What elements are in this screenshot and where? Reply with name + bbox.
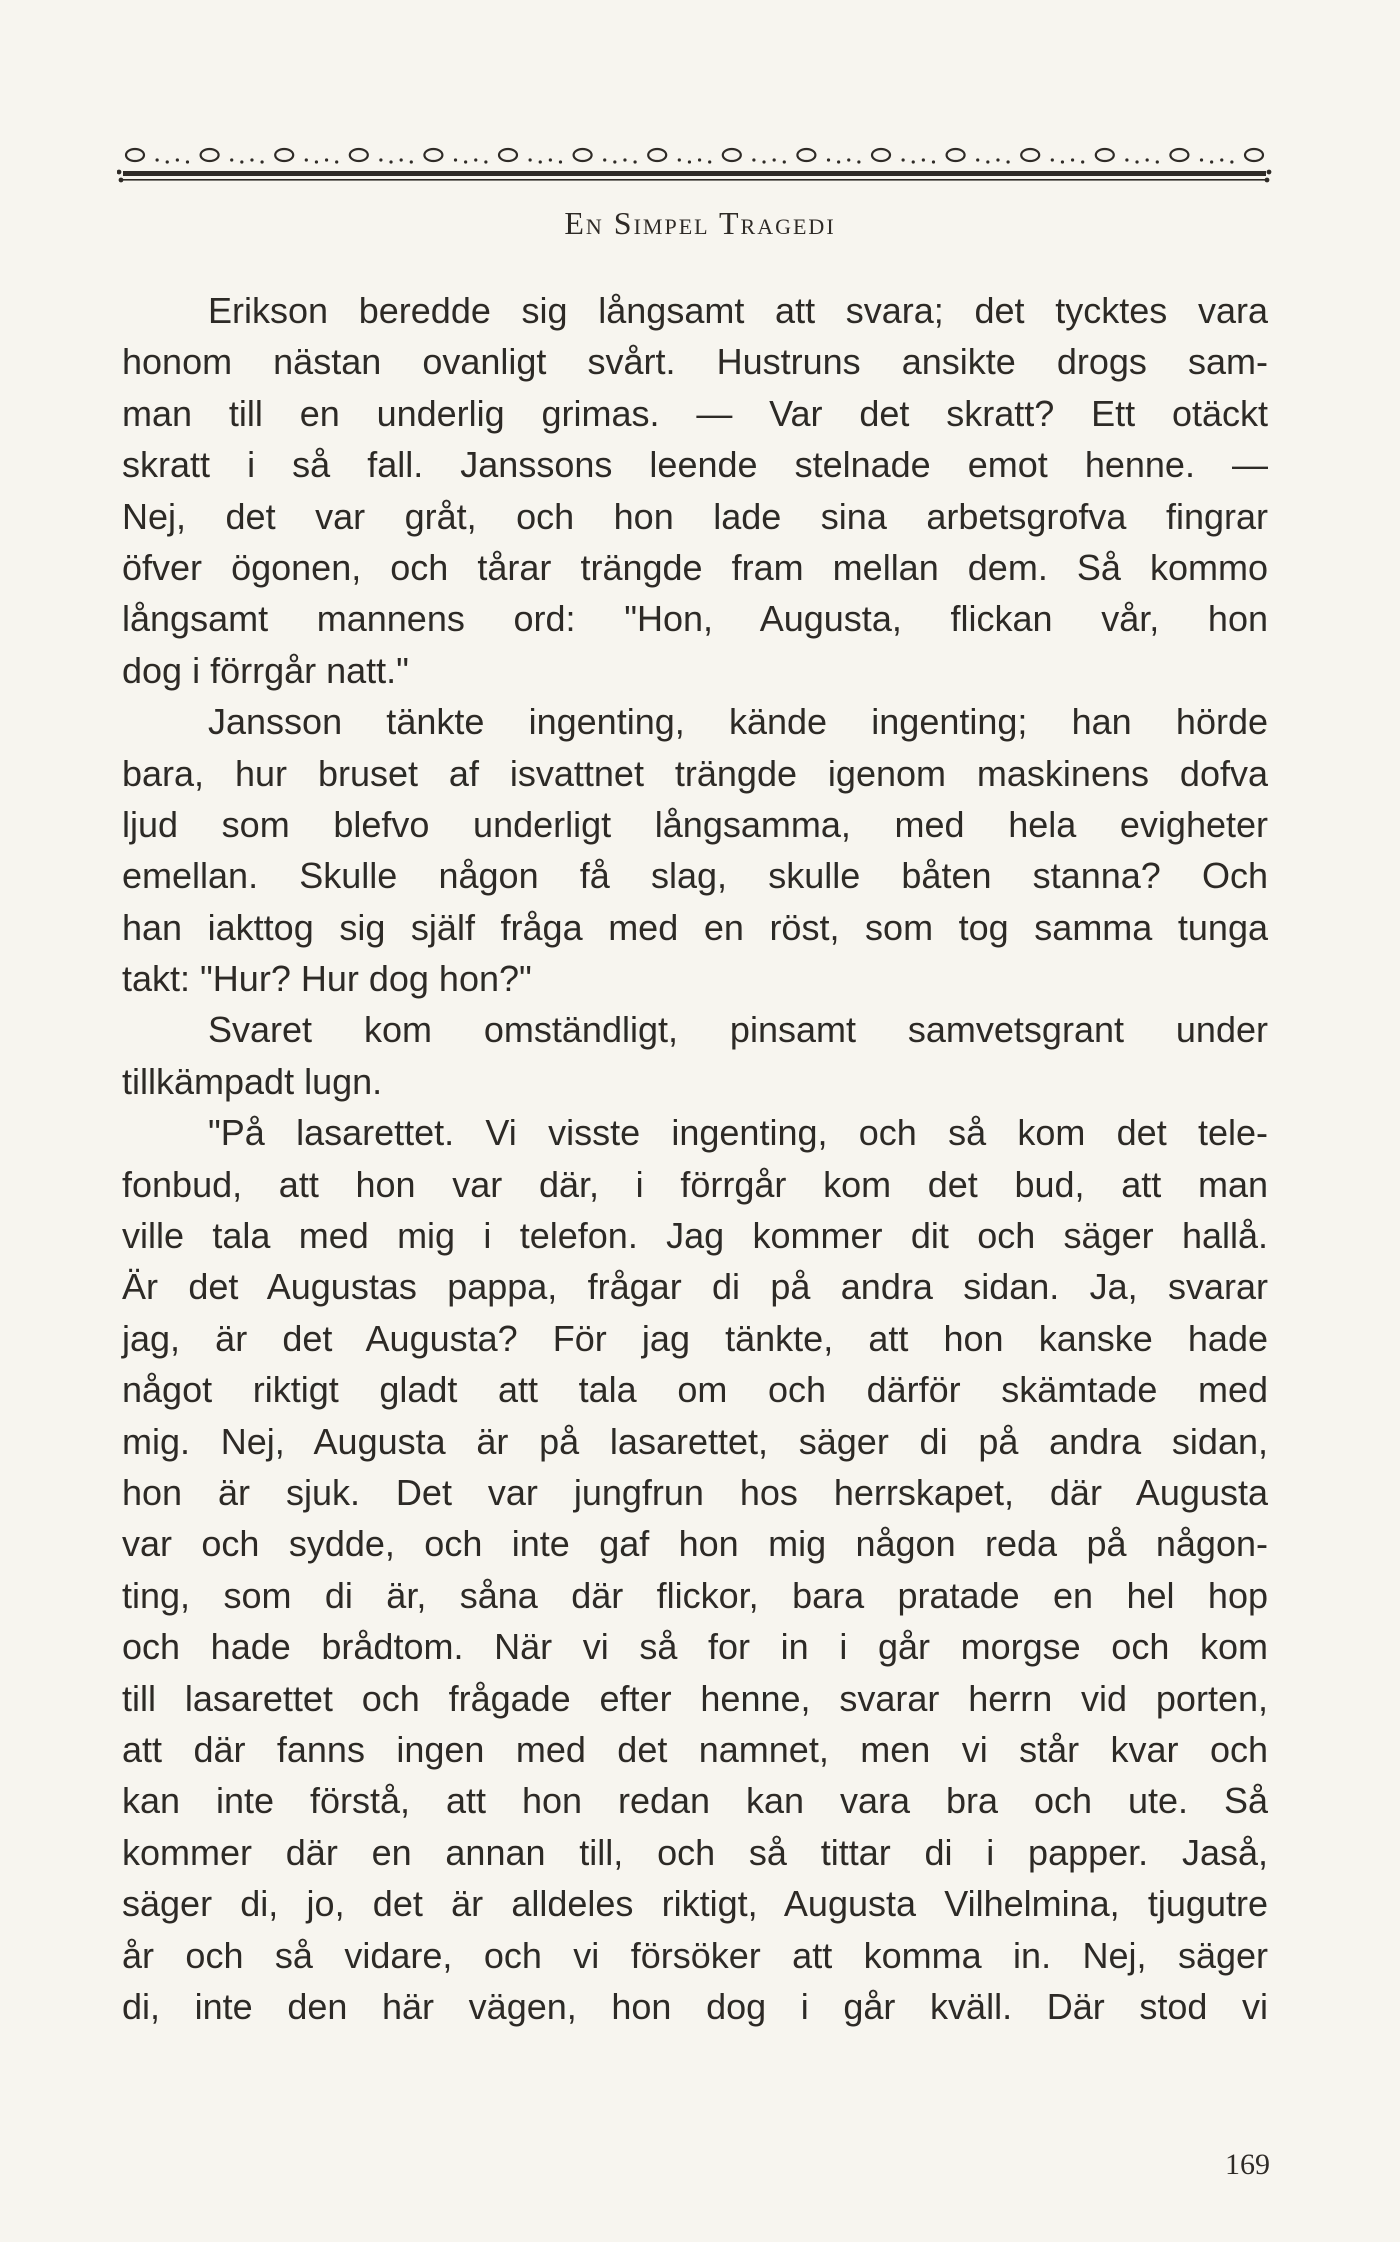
text-line: något riktigt gladt att tala om och därför skämtade med [122,1369,1268,1411]
ornament-loop [1096,149,1114,161]
ornament-dot [474,158,477,161]
ornament-dot [847,158,850,161]
ornament-dot [454,158,457,161]
decorative-border-ornament [117,100,1272,190]
ornament-dot [857,160,860,163]
ornament-dot [1061,160,1064,163]
ornament-dot [156,158,159,161]
text-line: Är det Augustas pappa, frågar di på andra sidan. Ja, svarar [122,1266,1268,1308]
ornament-dot [678,158,681,161]
ornament-loop [350,149,368,161]
text-line: långsamt mannens ord: "Hon, Augusta, flickan vår, hon [122,598,1268,640]
ornament-dot [1081,160,1084,163]
ornament-dot [932,160,935,163]
ornament-dot [912,160,915,163]
ornament-loop [797,149,815,161]
ornament-loop [275,149,293,161]
ornament-dot [783,160,786,163]
text-line: fonbud, att hon var där, i förrgår kom det bud, att man [122,1163,1268,1205]
ornament-dot [1051,158,1054,161]
ornament-loop [648,149,666,161]
ornament-dot [623,158,626,161]
ornament-dot [464,160,467,163]
ornament-dot [976,158,979,161]
page-number: 169 [1225,2148,1270,2181]
ornament-dot [613,160,616,163]
text-line: kan inte förstå, att hon redan kan vara bra och ute. Så [122,1780,1268,1822]
text-line: kommer där en annan till, och så tittar di i papper. Jaså, [122,1831,1268,1873]
text-line: han iakttog sig själf fråga med en röst, som tog samma tunga [122,906,1268,948]
ornament-loop [723,149,741,161]
text-line: Jansson tänkte ingenting, kände ingenting; han hörde [208,701,1268,743]
text-line: jag, är det Augusta? För jag tänkte, att hon kanske hade [122,1317,1268,1359]
ornament-dot [305,158,308,161]
ornament-dot [240,160,243,163]
text-line: bara, hur bruset af isvattnet trängde igenom maskinens dofva [122,752,1268,794]
ornament-dot [698,158,701,161]
ornament-dot [559,160,562,163]
ornament-dot [1135,160,1138,163]
ornament-dot [688,160,691,163]
ornament-loop [1021,149,1039,161]
ornament-dot [827,158,830,161]
text-line: Erikson beredde sig långsamt att svara; det tycktes vara [208,290,1268,331]
text-line: mig. Nej, Augusta är på lasarettet, säger di på andra sidan, [122,1420,1268,1462]
ornament-dot [1210,160,1213,163]
text-line: och hade brådtom. När vi så for in i går morgse och kom [122,1626,1268,1668]
text-line: att där fanns ingen med det namnet, men vi står kvar och [122,1728,1268,1770]
ornament-dot [708,160,711,163]
ornament-dot [186,160,189,163]
ornament-loop [201,149,219,161]
ornament-dot [1146,158,1149,161]
ornament-dot [230,158,233,161]
ornament-dot [410,160,413,163]
ornament-dot [260,160,263,163]
running-head: En Simpel Tragedi [564,205,836,241]
ornament-dot [603,158,606,161]
ornament-dot [539,160,542,163]
body-text [122,285,1268,2032]
text-line: till lasarettet och frågade efter henne, svarar herrn vid porten, [122,1677,1268,1719]
ornament-dot [1156,160,1159,163]
text-line: var och sydde, och inte gaf hon mig någon reda på någon- [122,1523,1268,1565]
text-line: öfver ögonen, och tårar trängde fram mellan dem. Så kommo [122,546,1268,588]
ornament-loop [872,149,890,161]
ornament-dot [1200,158,1203,161]
text-line: man till en underlig grimas. — Var det skratt? Ett otäckt [122,392,1268,434]
ornament-dot [335,160,338,163]
text-line: ljud som blefvo underligt långsamma, med hela evigheter [122,803,1268,845]
text-line: säger di, jo, det är alldeles riktigt, Augusta Vilhelmina, tjugutre [122,1883,1268,1925]
ornament-dot [902,158,905,161]
ornament-dot [633,160,636,163]
ornament-dot [996,158,999,161]
ornament-dot [1071,158,1074,161]
text-line: Nej, det var gråt, och hon lade sina arbetsgrofva fingrar [122,495,1268,537]
ornament-dot [529,158,532,161]
ornament-loop [424,149,442,161]
text-line: ville tala med mig i telefon. Jag kommer dit och säger hallå. [122,1215,1268,1257]
ornament-dot [484,160,487,163]
ornament-loop [574,149,592,161]
text-line: honom nästan ovanligt svårt. Hustruns ansikte drogs sam- [122,341,1268,383]
ornament-dot [1230,160,1233,163]
ornament-dot [176,158,179,161]
ornament-loop [1245,149,1263,161]
text-line: ting, som di är, såna där flickor, bara pratade en hel hop [122,1574,1268,1616]
ornament-dot [315,160,318,163]
ornament-dot [166,160,169,163]
ornament-dot [389,160,392,163]
text-line: "På lasarettet. Vi visste ingenting, och så kom det tele- [208,1112,1268,1154]
text-line: dog i förrgår natt." [122,649,409,691]
ornament-dot [400,158,403,161]
ornament-dot [1006,160,1009,163]
ornament-dot [922,158,925,161]
ornament-loop [947,149,965,161]
text-line: år och så vidare, och vi försöker att komma in. Nej, säger [122,1934,1268,1976]
text-line: takt: "Hur? Hur dog hon?" [122,958,532,1000]
ornament-dot [379,158,382,161]
ornament-dot [325,158,328,161]
text-line: Svaret kom omständligt, pinsamt samvetsgrant under [208,1009,1268,1051]
ornament-dot [752,158,755,161]
text-line: skratt i så fall. Janssons leende stelnade emot henne. — [122,444,1268,486]
ornament-dot [762,160,765,163]
ornament-loop [1170,149,1188,161]
text-line: tillkämpadt lugn. [122,1060,383,1102]
ornament-dot [549,158,552,161]
ornament-loop [499,149,517,161]
text-line: emellan. Skulle någon få slag, skulle båten stanna? Och [122,855,1268,897]
ornament-dot [1125,158,1128,161]
ornament-dot [986,160,989,163]
ornament-dot [773,158,776,161]
ornament-dot [1220,158,1223,161]
text-line: di, inte den här vägen, hon dog i går kväll. Där stod vi [122,1985,1268,2027]
ornament-dot [250,158,253,161]
ornament-loop [126,149,144,161]
ornament-dot [837,160,840,163]
text-line: hon är sjuk. Det var jungfrun hos herrskapet, där Augusta [122,1471,1268,1513]
